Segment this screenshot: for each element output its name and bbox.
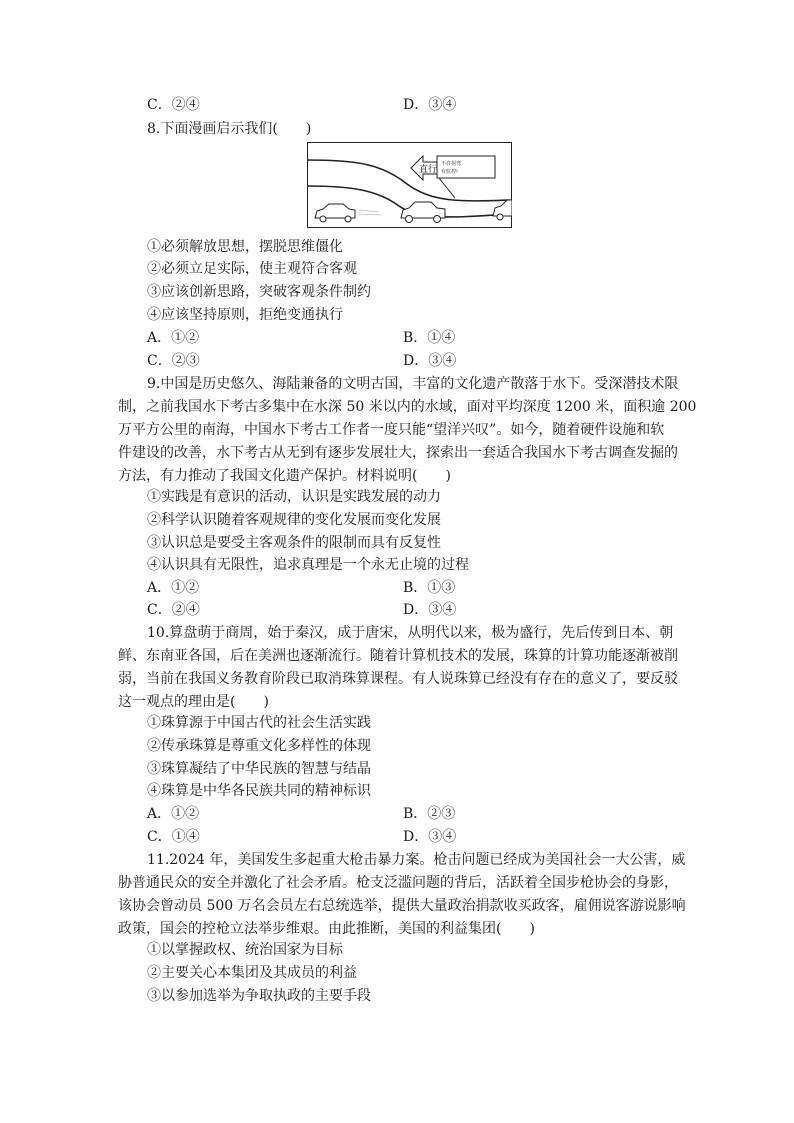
q9-option-b: B．①③ [403, 580, 456, 596]
q11-stem-line: 政策，国会的控枪立法举步维艰。由此推断，美国的利益集团( ) [118, 921, 535, 937]
q10-stem-line: 10.算盘萌于商周，始于秦汉，成于唐宋，从明代以来，极为盛行，先后传到日本、朝 [147, 625, 674, 641]
q9-statement-1: ①实践是有意识的活动，认识是实践发展的动力 [147, 489, 441, 505]
q8-cartoon [307, 142, 512, 228]
q9-option-a: A．①② [147, 580, 200, 596]
q9-statement-4: ④认识具有无限性，追求真理是一个永无止境的过程 [147, 557, 469, 573]
q7-option-d: D．③④ [403, 97, 457, 113]
q8-option-a: A．①② [147, 330, 200, 346]
q11-stem-line: 胁普通民众的安全并激化了社会矛盾。枪支泛滥问题的背后，活跃着全国步枪协会的身影， [118, 875, 678, 891]
q11-statement-3: ③以参加选举为争取执政的主要手段 [147, 988, 371, 1004]
arrow-text: 直行 [419, 165, 438, 175]
q8-statement-4: ④应该坚持原则，拒绝变通执行 [147, 307, 343, 323]
q8-statement-3: ③应该创新思路，突破客观条件制约 [147, 284, 371, 300]
q10-stem-line: 鲜、东南亚各国，后在美洲也逐渐流行。随着计算机技术的发展，珠算的计算功能逐渐被削 [118, 648, 678, 664]
q11-statement-1: ①以掌握政权、统治国家为目标 [147, 942, 343, 958]
q10-statement-2: ②传承珠算是尊重文化多样性的体现 [147, 738, 371, 754]
q10-statement-3: ③珠算凝结了中华民族的智慧与结晶 [147, 761, 371, 777]
q9-option-c: C．②④ [147, 602, 200, 618]
q9-statement-3: ③认识总是要受主客观条件的限制而具有反复性 [147, 535, 441, 551]
q10-option-c: C．①④ [147, 829, 200, 845]
q9-stem-line: 9.中国是历史悠久、海陆兼备的文明古国，丰富的文化遗产散落于水下。受深潜技术限 [147, 376, 679, 392]
q11-stem-line: 该协会曾动员 500 万名会员左右总统选举，提供大量政治捐款收买政客，雇佣说客游说影响 [118, 898, 686, 914]
q10-option-b: B．②③ [403, 806, 456, 822]
q9-stem-line: 件建设的改善，水下考古从无到有逐步发展壮大，探索出一套适合我国水下考古调查发掘的 [118, 445, 678, 461]
q10-option-d: D．③④ [403, 829, 457, 845]
q10-statement-1: ①珠算源于中国古代的社会生活实践 [147, 715, 371, 731]
q9-stem-line: 万平方公里的南海，中国水下考古工作者一度只能“望洋兴叹”。如今，随着硬件设施和软 [118, 422, 665, 438]
q8-statement-2: ②必须立足实际，使主观符合客观 [147, 261, 357, 277]
q8-option-d: D．③④ [403, 353, 457, 369]
q10-stem-line: 弱，当前在我国义务教育阶段已取消珠算课程。有人说珠算已经没有存在的意义了，要反驳 [118, 671, 678, 687]
q9-stem-line: 方法，有力推动了我国文化遗产保护。材料说明( ) [118, 468, 451, 484]
q9-stem-line: 制，之前我国水下考古多集中在水深 50 米以内的水域，面对平均深度 1200 米，面积逾 200 [118, 399, 697, 415]
q8-option-c: C．②③ [147, 353, 200, 369]
q8-option-b: B．①④ [403, 330, 456, 346]
q7-option-c: C．②④ [147, 97, 200, 113]
q10-stem-line: 这一观点的理由是( ) [118, 694, 269, 710]
sign-text-2: 有监控! [441, 169, 459, 175]
q8-stem: 8.下面漫画启示我们( ) [147, 121, 312, 137]
q11-statement-2: ②主要关心本集团及其成员的利益 [147, 965, 357, 981]
q9-option-d: D．③④ [403, 602, 457, 618]
q8-statement-1: ①必须解放思想，摆脱思维僵化 [147, 239, 343, 255]
q11-stem-line: 11.2024 年，美国发生多起重大枪击暴力案。枪击问题已经成为美国社会一大公害，威 [147, 852, 686, 868]
sign-text-1: 不许拐弯 [441, 161, 462, 167]
q10-option-a: A．①② [147, 806, 200, 822]
q9-statement-2: ②科学认识随着客观规律的变化发展而变化发展 [147, 512, 441, 528]
q10-statement-4: ④珠算是中华各民族共同的精神标识 [147, 783, 371, 799]
